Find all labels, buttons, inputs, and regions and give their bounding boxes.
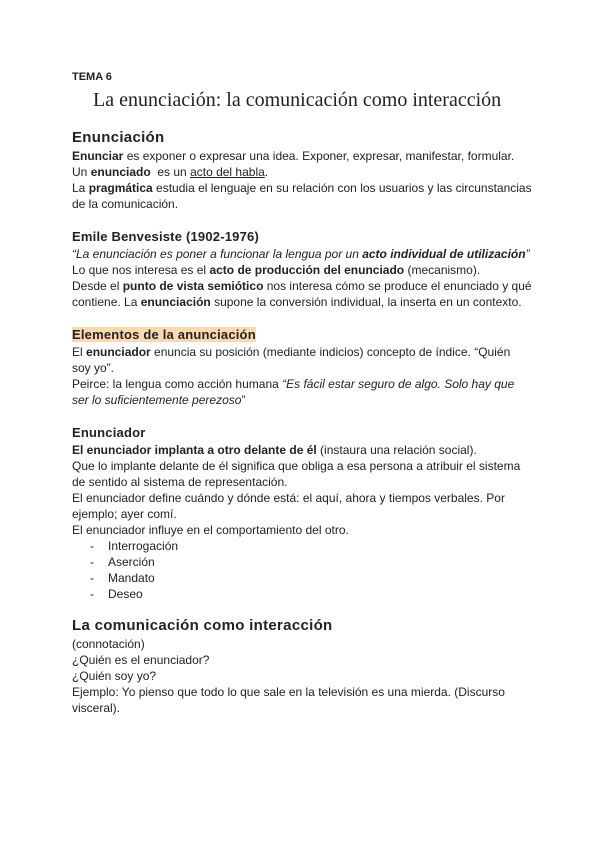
paragraph: (connotación) bbox=[72, 637, 145, 651]
bold-term: enunciador bbox=[86, 345, 151, 359]
section-heading: Enunciación bbox=[72, 129, 165, 146]
paragraph: Ejemplo: Yo pienso que todo lo que sale en la televisión es una mierda. (Discurso visceral). bbox=[72, 685, 505, 715]
bold-term: acto de producción del enunciado bbox=[209, 263, 405, 277]
italic-quote: “Es fácil estar seguro de algo. Solo hay que ser lo suficientemente perezoso bbox=[72, 377, 515, 407]
dash-bullet: - bbox=[90, 539, 94, 553]
section-elementos bbox=[72, 326, 532, 408]
section-heading bbox=[72, 326, 532, 344]
paragraph: El enunciador influye en el comportamiento del otro. bbox=[72, 523, 349, 537]
bold-term: acto individual de utilización bbox=[362, 247, 526, 261]
underlined-term: acto del habla bbox=[190, 165, 265, 179]
paragraph: Peirce: la lengua como acción humana “Es fácil estar seguro de algo. Solo hay que ser lo suficientemente perezoso” bbox=[72, 377, 515, 407]
dash-bullet: - bbox=[90, 587, 94, 601]
section-heading: Enunciador bbox=[72, 425, 146, 440]
bold-term: enunciación bbox=[140, 295, 211, 309]
topic-number: TEMA 6 bbox=[72, 71, 112, 83]
paragraph: La pragmática estudia el lenguaje en su relación con los usuarios y las circunstancias de la comunicación. bbox=[72, 181, 532, 211]
bold-term: pragmática bbox=[88, 181, 153, 195]
paragraph: Enunciar es exponer o expresar una idea. Exponer, expresar, manifestar, formular. bbox=[72, 149, 515, 163]
paragraph: El enunciador implanta a otro delante de él (instaura una relación social). bbox=[72, 443, 477, 457]
document-title: La enunciación: la comunicación como interacción bbox=[93, 89, 502, 111]
list-item: - Mandato bbox=[90, 571, 155, 585]
quote: “La enunciación es poner a funcionar la lengua por un acto individual de utilización” bbox=[72, 247, 530, 261]
bold-term: El enunciador implanta a otro delante de él bbox=[72, 443, 317, 457]
paragraph: Desde el punto de vista semiótico nos interesa cómo se produce el enunciado y qué contiene. La enunciación supone la conversión individual, la inserta en un contexto. bbox=[72, 279, 532, 309]
document-page bbox=[72, 70, 532, 716]
section-heading: La comunicación como interacción bbox=[72, 617, 333, 634]
section-enunciacion bbox=[72, 128, 532, 212]
bold-term: Enunciar bbox=[72, 149, 124, 163]
list-item: - Interrogación bbox=[90, 539, 179, 553]
section-heading: Emile Benvesiste (1902-1976) bbox=[72, 229, 259, 244]
section-benveniste bbox=[72, 228, 532, 310]
section-enunciador bbox=[72, 424, 532, 602]
paragraph: Lo que nos interesa es el acto de producción del enunciado (mecanismo). bbox=[72, 263, 481, 277]
paragraph: El enunciador enuncia su posición (mediante indicios) concepto de índice. “Quién soy yo”. bbox=[72, 345, 511, 375]
dash-bullet: - bbox=[90, 571, 94, 585]
list-item: - Aserción bbox=[90, 555, 155, 569]
paragraph: Un enunciado es un acto del habla. bbox=[72, 165, 269, 179]
highlighted-heading: Elementos de la anunciación bbox=[72, 327, 256, 342]
bold-term: punto de vista semiótico bbox=[122, 279, 264, 293]
bold-term: enunciado bbox=[90, 165, 151, 179]
paragraph: ¿Quién soy yo? bbox=[72, 669, 157, 683]
paragraph: ¿Quién es el enunciador? bbox=[72, 653, 210, 667]
paragraph: El enunciador define cuándo y dónde está: el aquí, ahora y tiempos verbales. Por ejemplo; ayer comí. bbox=[72, 491, 505, 521]
list-item: - Deseo bbox=[90, 587, 143, 601]
section-comunicacion bbox=[72, 616, 532, 716]
dash-bullet: - bbox=[90, 555, 94, 569]
paragraph: Que lo implante delante de él significa que obliga a esa persona a atribuir el sistema de sentido al sistema de representación. bbox=[72, 459, 521, 489]
dash-list bbox=[72, 538, 532, 602]
